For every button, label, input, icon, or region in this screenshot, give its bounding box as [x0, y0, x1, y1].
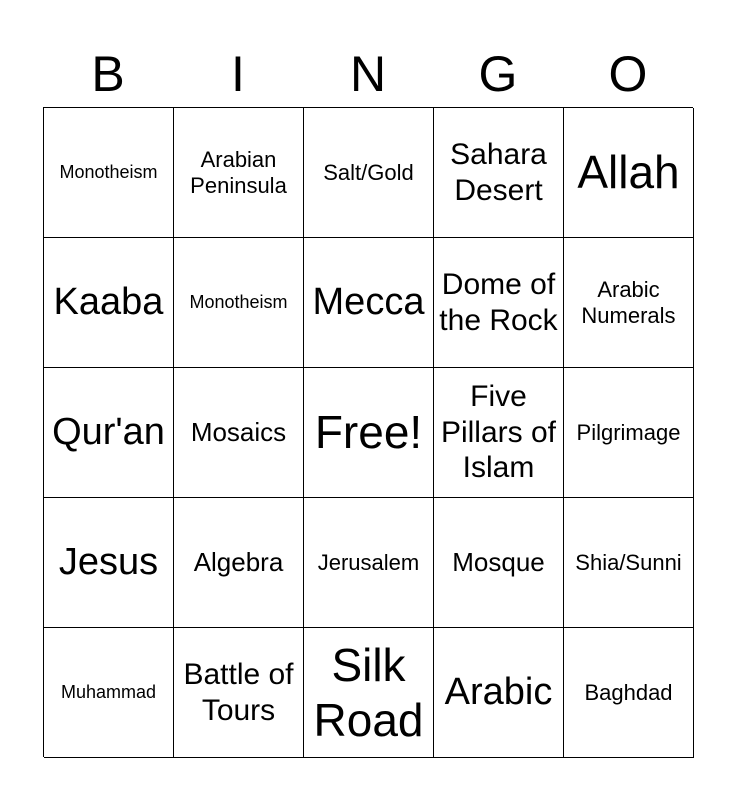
bingo-cell[interactable]: Kaaba — [44, 238, 174, 368]
bingo-cell[interactable]: Arabian Peninsula — [174, 108, 304, 238]
bingo-cell[interactable]: Baghdad — [564, 628, 694, 758]
bingo-board — [43, 107, 693, 757]
bingo-cell[interactable]: Sahara Desert — [434, 108, 564, 238]
bingo-cell[interactable]: Arabic — [434, 628, 564, 758]
bingo-cell[interactable]: Mosaics — [174, 368, 304, 498]
bingo-cell[interactable]: Salt/Gold — [304, 108, 434, 238]
bingo-cell[interactable]: Allah — [564, 108, 694, 238]
bingo-cell[interactable]: Five Pillars of Islam — [434, 368, 564, 498]
bingo-cell[interactable]: Battle of Tours — [174, 628, 304, 758]
bingo-cell[interactable]: Silk Road — [304, 628, 434, 758]
bingo-cell[interactable]: Jerusalem — [304, 498, 434, 628]
header-letter-n: N — [349, 46, 387, 102]
free-space-cell[interactable]: Free! — [304, 368, 434, 498]
bingo-cell[interactable]: Pilgrimage — [564, 368, 694, 498]
bingo-cell[interactable]: Monotheism — [44, 108, 174, 238]
header-letter-i: I — [231, 46, 245, 102]
bingo-cell[interactable]: Shia/Sunni — [564, 498, 694, 628]
bingo-cell[interactable]: Monotheism — [174, 238, 304, 368]
header-letter-b: B — [91, 46, 125, 102]
bingo-cell[interactable]: Muhammad — [44, 628, 174, 758]
bingo-cell[interactable]: Mosque — [434, 498, 564, 628]
bingo-cell[interactable]: Dome of the Rock — [434, 238, 564, 368]
header-letter-o: O — [608, 46, 648, 102]
bingo-cell[interactable]: Mecca — [304, 238, 434, 368]
bingo-cell[interactable]: Qur'an — [44, 368, 174, 498]
bingo-cell[interactable]: Algebra — [174, 498, 304, 628]
bingo-cell[interactable]: Arabic Numerals — [564, 238, 694, 368]
bingo-header — [43, 40, 693, 108]
header-letter-g: G — [478, 46, 518, 102]
bingo-cell[interactable]: Jesus — [44, 498, 174, 628]
